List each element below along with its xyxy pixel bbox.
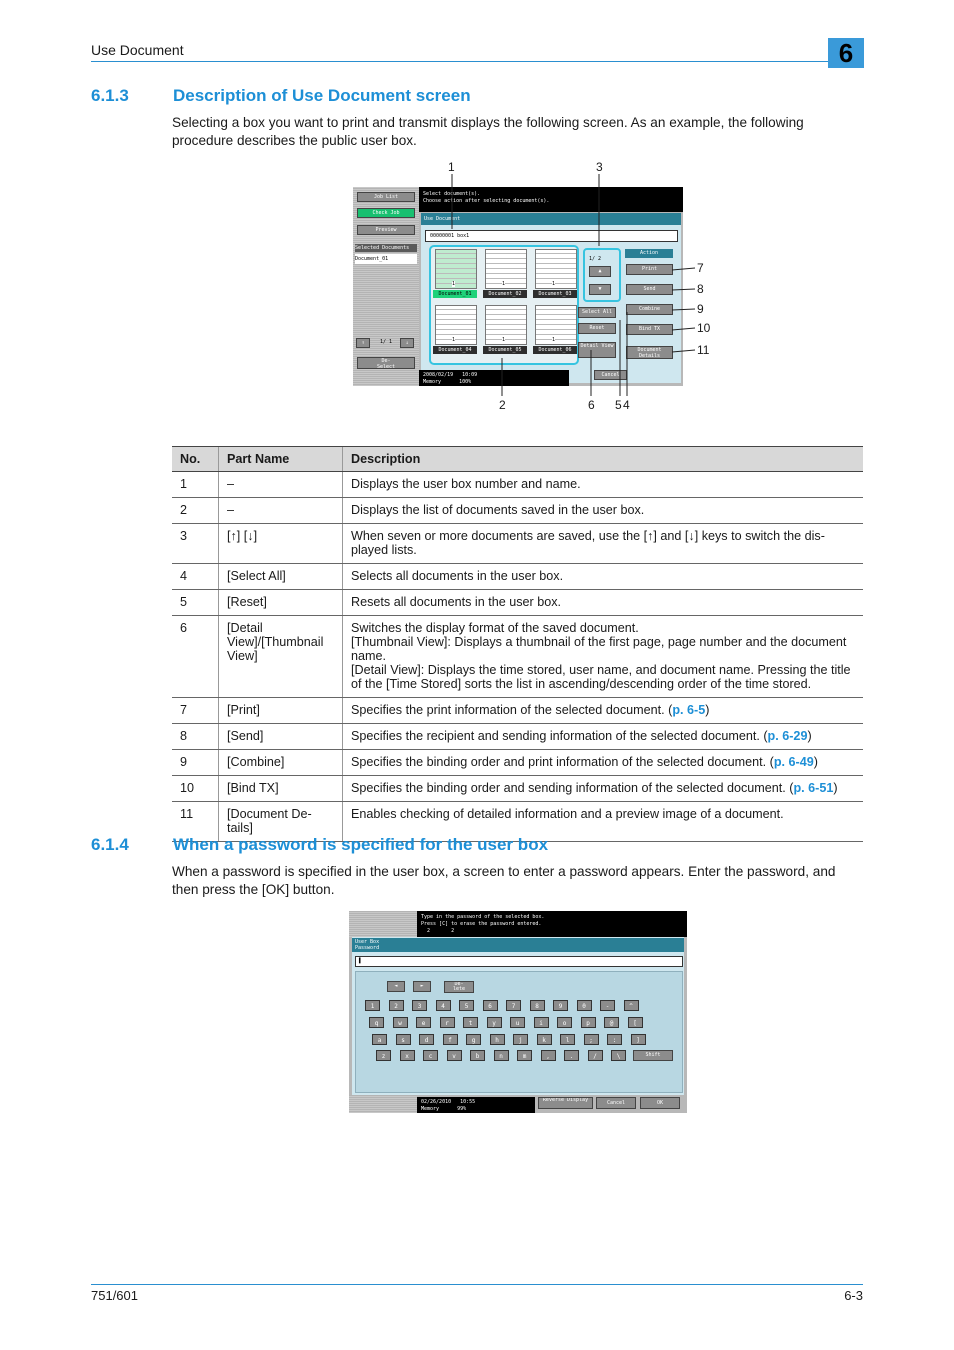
section-intro-6-1-4: When a password is specified in the user box, a screen to enter a password appears. Enter the password, and then press the [OK] button. (172, 864, 836, 897)
row-number: 5 (172, 590, 219, 616)
keyboard-key[interactable]: t (463, 1017, 478, 1028)
row-part-name: [Print] (219, 698, 343, 724)
status-memory: Memory 99% (421, 1106, 467, 1112)
action-label: Action (625, 249, 673, 258)
ok-button[interactable]: OK (640, 1097, 680, 1109)
keyboard-key[interactable]: / (588, 1050, 603, 1061)
callout-4: 4 (623, 398, 630, 412)
thumbnail-page-number: 1 (452, 337, 456, 343)
keyboard-key[interactable]: 3 (412, 1000, 427, 1011)
box-label: 00000001 box1 (425, 230, 678, 242)
row-part-name: [Reset] (219, 590, 343, 616)
row-part-name: [Combine] (219, 750, 343, 776)
send-button[interactable]: Send (626, 284, 673, 295)
keyboard-key[interactable]: p (581, 1017, 596, 1028)
print-button[interactable]: Print (626, 264, 673, 275)
row-description: Switches the display format of the saved document. [Thumbnail View]: Displays a thumbnail of the first page, page number and the document name. [Detail View]: Displays the time stored, user name, and document name. Pressing the title of the [Time Stored] sorts the list in ascending/descending order of the time stored. (343, 616, 864, 698)
callout-11: 11 (697, 343, 710, 357)
keyboard-key[interactable]: 2 (389, 1000, 404, 1011)
cancel-button[interactable]: Cancel (596, 1097, 636, 1109)
row-number: 2 (172, 498, 219, 524)
page-link[interactable]: p. 6-49 (773, 755, 814, 769)
keyboard-key[interactable]: i (534, 1017, 549, 1028)
row-number: 3 (172, 524, 219, 564)
keyboard-key[interactable]: . (564, 1050, 579, 1061)
document-details-button[interactable]: Document Details (626, 346, 673, 359)
row-number: 4 (172, 564, 219, 590)
table-row (172, 498, 863, 524)
keyboard-key[interactable]: 8 (530, 1000, 545, 1011)
keyboard-key[interactable]: 0 (577, 1000, 592, 1011)
keyboard-key[interactable]: k (537, 1034, 552, 1045)
keyboard-key[interactable]: l (560, 1034, 575, 1045)
description-suffix: ) (813, 755, 818, 769)
selected-documents-label: Selected Documents (355, 244, 417, 252)
parts-table (172, 446, 863, 842)
thumbnail-page-number: 1 (452, 281, 456, 287)
status-date: 2008/02/19 10:09 (423, 372, 478, 378)
left-down-button[interactable]: ↓ (400, 338, 414, 348)
table-row (172, 524, 863, 564)
preview-button[interactable]: Preview (357, 225, 415, 235)
footer-page-number: 6-3 (844, 1288, 863, 1303)
row-description: Displays the list of documents saved in the user box. (343, 498, 864, 524)
row-number: 10 (172, 776, 219, 802)
page-counter: 1/ 2 (589, 256, 602, 262)
callout-3: 3 (596, 160, 603, 174)
row-description: When seven or more documents are saved, use the [↑] and [↓] keys to switch the dis-played lists. (343, 524, 864, 564)
thumbnail-page-number: 1 (552, 337, 556, 343)
keyboard-key[interactable]: 9 (553, 1000, 568, 1011)
table-row (172, 590, 863, 616)
section-number: 6.1.4 (91, 835, 129, 854)
thumbnail-page-number: 1 (502, 281, 506, 287)
thumbnail-name: Document_02 (483, 290, 527, 298)
row-number: 8 (172, 724, 219, 750)
message-line-2: Choose action after selecting document(s). (423, 198, 550, 204)
row-part-name: [↑] [↓] (219, 524, 343, 564)
table-row (172, 750, 863, 776)
row-description (343, 724, 864, 750)
password-input[interactable]: ▌ (355, 956, 683, 967)
row-description (343, 698, 864, 724)
keyboard-key[interactable]: c (423, 1050, 438, 1061)
keyboard-key[interactable]: 5 (459, 1000, 474, 1011)
cancel-button[interactable]: Cancel (594, 370, 627, 380)
keyboard-key[interactable]: , (541, 1050, 556, 1061)
cursor-right-button[interactable]: ► (413, 981, 431, 992)
row-part-name: [Select All] (219, 564, 343, 590)
description-text: Specifies the binding order and print information of the selected document. ( (351, 755, 774, 769)
description-suffix: ) (833, 781, 838, 795)
row-part-name: [Detail View]/[Thumbnail View] (219, 616, 343, 698)
down-arrow-icon: ▼ (598, 286, 602, 292)
keyboard-key[interactable]: e (416, 1017, 431, 1028)
thumbnail-name: Document_03 (533, 290, 577, 298)
keyboard-key[interactable]: 7 (506, 1000, 521, 1011)
keyboard-key[interactable]: ] (631, 1034, 646, 1045)
description-text: Specifies the binding order and sending information of the selected document. ( (351, 781, 794, 795)
detail-view-button[interactable]: Detail View (578, 342, 616, 358)
section-title: When a password is specified for the user box (173, 835, 549, 854)
password-count: 2 2 (427, 928, 455, 934)
row-description (343, 776, 864, 802)
row-description (343, 750, 864, 776)
table-row (172, 724, 863, 750)
left-strip-top (349, 911, 417, 937)
keyboard-key[interactable]: q (369, 1017, 384, 1028)
section-intro: Selecting a box you want to print and transmit displays the following screen. As an example, the following procedure describes the public user box. (172, 115, 804, 148)
check-job-button[interactable]: Check Job (357, 208, 415, 218)
col-part-name: Part Name (219, 447, 343, 472)
bind-tx-button[interactable]: Bind TX (626, 324, 673, 335)
row-description: Resets all documents in the user box. (343, 590, 864, 616)
keyboard-key[interactable]: a (372, 1034, 387, 1045)
up-arrow-icon: ▲ (598, 268, 602, 274)
table-row (172, 776, 863, 802)
left-page-counter: 1/ 1 (379, 339, 393, 345)
row-part-name: [Send] (219, 724, 343, 750)
keyboard-key[interactable]: x (400, 1050, 415, 1061)
row-part-name: [Document De-tails] (219, 802, 343, 842)
row-part-name: – (219, 498, 343, 524)
combine-button[interactable]: Combine (626, 304, 673, 315)
thumbnail-name: Document_05 (483, 346, 527, 354)
callout-8: 8 (697, 282, 704, 296)
password-screen (349, 911, 687, 1113)
keyboard-key[interactable]: 4 (436, 1000, 451, 1011)
keyboard-key[interactable]: : (607, 1034, 622, 1045)
row-part-name: – (219, 472, 343, 498)
message-line-1: Type in the password of the selected box. (421, 914, 545, 920)
callout-7: 7 (697, 261, 704, 275)
panel-title: Use Document (421, 213, 681, 225)
cursor-left-button[interactable]: ◄ (387, 981, 405, 992)
chapter-tab: 6 (828, 38, 864, 68)
row-description: Selects all documents in the user box. (343, 564, 864, 590)
thumbnail-page-number: 1 (502, 337, 506, 343)
keyboard-key[interactable]: n (494, 1050, 509, 1061)
keyboard-key[interactable]: d (419, 1034, 434, 1045)
row-number: 1 (172, 472, 219, 498)
keyboard-key[interactable]: 1 (365, 1000, 380, 1011)
table-row (172, 616, 863, 698)
row-number: 6 (172, 616, 219, 698)
keyboard-key[interactable]: f (443, 1034, 458, 1045)
thumbnail-page-number: 1 (552, 281, 556, 287)
callout-10: 10 (697, 321, 711, 335)
keyboard-key[interactable]: r (440, 1017, 455, 1028)
row-part-name: [Bind TX] (219, 776, 343, 802)
section-title: Description of Use Document screen (173, 86, 471, 105)
thumbnail-name: Document_06 (533, 346, 577, 354)
table-row (172, 698, 863, 724)
description-suffix: ) (807, 729, 812, 743)
keyboard-key[interactable]: z (376, 1050, 391, 1061)
reverse-display-button[interactable]: Reverse Display (538, 1097, 593, 1109)
keyboard-key[interactable]: j (513, 1034, 528, 1045)
page-link[interactable]: p. 6-29 (767, 729, 808, 743)
callout-6: 6 (588, 398, 595, 412)
keyboard-key[interactable]: [ (628, 1017, 643, 1028)
footer-rule (91, 1284, 863, 1285)
description-text: Specifies the recipient and sending information of the selected document. ( (351, 729, 768, 743)
row-number: 9 (172, 750, 219, 776)
keyboard-key[interactable]: o (557, 1017, 572, 1028)
status-memory: Memory 100% (423, 379, 472, 385)
keyboard-key[interactable]: h (490, 1034, 505, 1045)
page-link[interactable]: p. 6-5 (672, 703, 706, 717)
reset-button[interactable]: Reset (578, 323, 616, 334)
left-strip-bottom (349, 1095, 417, 1113)
callout-5: 5 (615, 398, 622, 412)
callout-leaders (0, 0, 954, 420)
col-no: No. (172, 447, 219, 472)
running-header: Use Document (91, 42, 184, 58)
keyboard-key[interactable]: - (600, 1000, 615, 1011)
callout-2: 2 (499, 398, 506, 412)
job-list-button[interactable]: Job List (357, 192, 415, 202)
keyboard-key[interactable]: ^ (624, 1000, 639, 1011)
delete-button[interactable]: De- lete (444, 981, 474, 993)
thumbnail-name: Document_04 (433, 346, 477, 354)
keyboard-key[interactable]: \ (611, 1050, 626, 1061)
row-number: 7 (172, 698, 219, 724)
status-date: 02/26/2010 10:55 (421, 1099, 476, 1105)
callout-9: 9 (697, 302, 704, 316)
keyboard-key[interactable]: s (396, 1034, 411, 1045)
message-line-1: Select document(s). (423, 191, 481, 197)
keyboard-key[interactable]: 6 (483, 1000, 498, 1011)
keyboard-key[interactable]: y (487, 1017, 502, 1028)
section-heading-6-1-4 (91, 835, 548, 855)
row-description: Displays the user box number and name. (343, 472, 864, 498)
row-number: 11 (172, 802, 219, 842)
row-description: Enables checking of detailed information and a preview image of a document. (343, 802, 864, 842)
selected-doc-item[interactable]: Document_01 (355, 254, 417, 264)
table-header-row (172, 447, 863, 472)
col-description: Description (343, 447, 864, 472)
footer-model: 751/601 (91, 1288, 138, 1303)
page-link[interactable]: p. 6-51 (793, 781, 834, 795)
keyboard-key[interactable]: g (466, 1034, 481, 1045)
description-text: Specifies the print information of the selected document. ( (351, 703, 673, 717)
keyboard-key[interactable]: m (517, 1050, 532, 1061)
callout-1: 1 (448, 160, 455, 174)
keyboard-key[interactable]: b (470, 1050, 485, 1061)
deselect-button[interactable]: De- Select (357, 357, 415, 369)
keyboard-key[interactable]: v (447, 1050, 462, 1061)
table-row (172, 472, 863, 498)
message-line-2: Press [C] to erase the password entered. (421, 921, 542, 927)
keyboard-key[interactable]: @ (604, 1017, 619, 1028)
shift-button[interactable]: Shift (633, 1050, 673, 1061)
table-row (172, 564, 863, 590)
keyboard-key[interactable]: u (510, 1017, 525, 1028)
panel-title: User Box Password (352, 938, 684, 952)
description-suffix: ) (705, 703, 710, 717)
section-number: 6.1.3 (91, 86, 129, 105)
select-all-button[interactable]: Select All (578, 307, 616, 318)
keyboard-key[interactable]: ; (584, 1034, 599, 1045)
keyboard-key[interactable]: w (393, 1017, 408, 1028)
thumbnail-name: Document_01 (433, 290, 477, 298)
left-up-button[interactable]: ↑ (356, 338, 370, 348)
